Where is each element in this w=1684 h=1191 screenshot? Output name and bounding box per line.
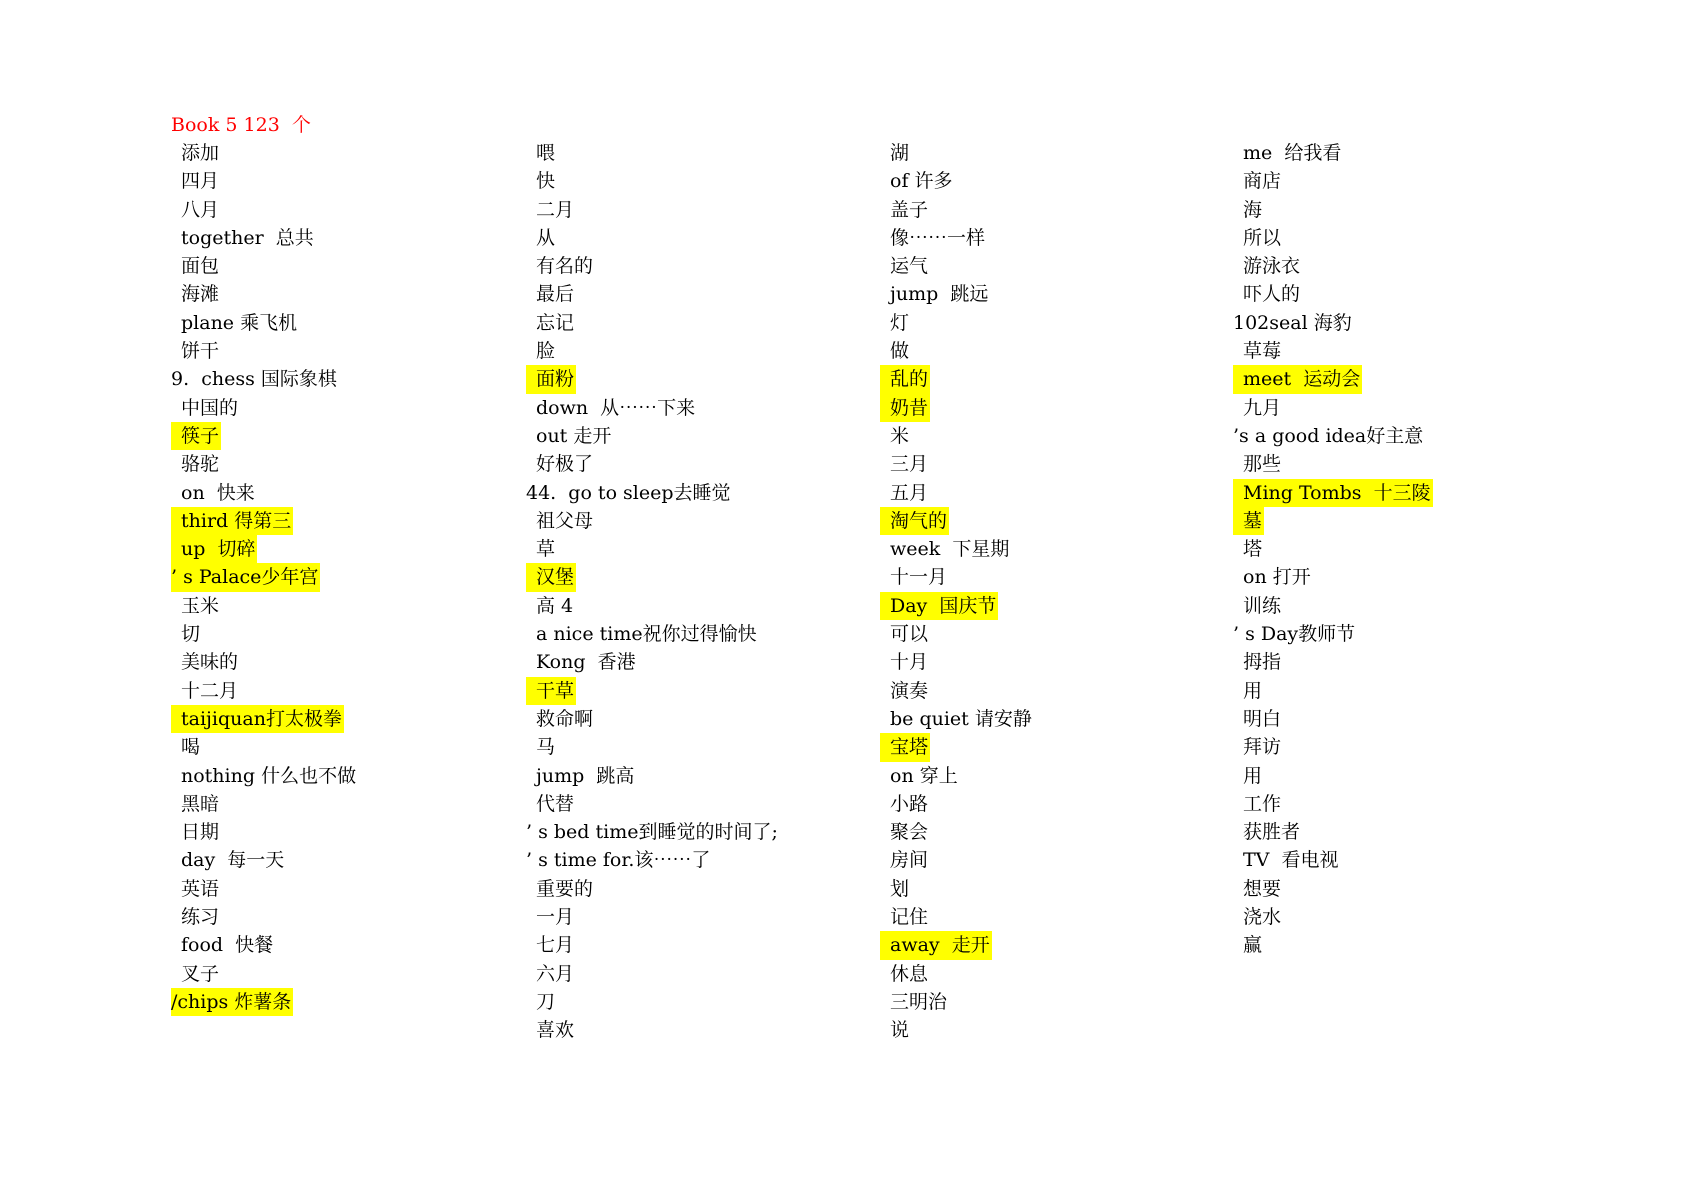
vocab-entry-text: ’s a good idea好主意 [1233, 424, 1424, 447]
vocab-entry [526, 1016, 846, 1044]
vocab-entry-text: TV 看电视 [1243, 849, 1339, 872]
vocab-entry-text: 商店 [1243, 170, 1282, 193]
vocab-entry [171, 818, 491, 846]
vocab-entry-text: 切 [181, 623, 201, 646]
vocab-entry [1233, 309, 1553, 337]
vocab-column-4 [1233, 139, 1553, 960]
vocab-entry [1233, 846, 1553, 874]
vocab-entry-highlighted [171, 563, 491, 591]
vocab-entry-text: 米 [890, 424, 910, 447]
vocab-entry [171, 224, 491, 252]
vocab-entry [526, 224, 846, 252]
vocab-entry-text: 中国的 [181, 396, 239, 419]
vocab-entry [171, 875, 491, 903]
vocab-entry-text: 演奏 [890, 679, 929, 702]
vocab-entry-text: nothing 什么也不做 [181, 764, 357, 787]
vocab-entry-text: 有名的 [536, 255, 594, 278]
vocab-entry [1233, 903, 1553, 931]
vocab-entry-text: 快 [536, 170, 556, 193]
vocab-entry-highlighted [171, 705, 491, 733]
vocab-entry [526, 422, 846, 450]
vocab-entry [1233, 818, 1553, 846]
vocab-entry [171, 677, 491, 705]
vocab-entry-text: on 快来 [181, 481, 255, 504]
vocab-entry-text: 训练 [1243, 594, 1282, 617]
vocab-entry [1233, 762, 1553, 790]
vocab-entry [1233, 224, 1553, 252]
vocab-entry [526, 309, 846, 337]
vocab-entry [526, 818, 846, 846]
vocab-entry [526, 139, 846, 167]
vocab-entry-text: 说 [890, 1019, 910, 1042]
vocab-entry [880, 705, 1200, 733]
vocab-entry-text: together 总共 [181, 226, 314, 249]
vocab-entry [1233, 931, 1553, 959]
vocab-entry [526, 790, 846, 818]
vocab-entry [526, 394, 846, 422]
vocab-entry [1233, 875, 1553, 903]
vocab-column-3 [880, 139, 1200, 1045]
vocab-entry-text: 一月 [536, 906, 575, 929]
vocab-entry-text: down 从⋯⋯下来 [536, 396, 696, 419]
vocab-entry [171, 903, 491, 931]
vocab-entry [880, 988, 1200, 1016]
vocab-entry [1233, 705, 1553, 733]
vocab-entry-text: 拇指 [1243, 651, 1282, 674]
vocab-entry-text: 聚会 [890, 821, 929, 844]
vocab-entry-text: 小路 [890, 792, 929, 815]
vocab-entry [880, 903, 1200, 931]
vocab-entry-text: /chips 炸薯条 [171, 988, 293, 1016]
vocab-entry-text: jump 跳远 [890, 283, 989, 306]
vocab-entry-text: a nice time祝你过得愉快 [536, 623, 757, 646]
vocab-entry [880, 139, 1200, 167]
vocab-entry-highlighted [1233, 479, 1553, 507]
vocab-entry-highlighted [526, 365, 846, 393]
vocab-entry [171, 394, 491, 422]
vocab-entry-text: 黑暗 [181, 792, 220, 815]
vocab-entry-text: 马 [536, 736, 556, 759]
vocab-entry-text: ’ s time for.该⋯⋯了 [526, 849, 711, 872]
vocab-entry [1233, 280, 1553, 308]
vocab-entry [880, 1016, 1200, 1044]
vocab-entry [1233, 592, 1553, 620]
vocab-entry [880, 479, 1200, 507]
vocab-entry [880, 280, 1200, 308]
vocab-entry [1233, 450, 1553, 478]
vocab-entry-text: 吓人的 [1243, 283, 1301, 306]
vocab-entry [880, 224, 1200, 252]
vocab-entry [880, 337, 1200, 365]
vocab-entry [171, 846, 491, 874]
vocab-entry [880, 252, 1200, 280]
vocab-entry-text: 房间 [890, 849, 929, 872]
vocab-entry-text: 面包 [181, 255, 220, 278]
vocab-entry-text: Day 国庆节 [880, 592, 998, 620]
vocab-entry-text: week 下星期 [890, 538, 1010, 561]
vocab-entry-text: 工作 [1243, 792, 1282, 815]
vocab-entry-text: 忘记 [536, 311, 575, 334]
vocab-entry [171, 648, 491, 676]
vocab-entry [1233, 422, 1553, 450]
vocab-entry-text: 运气 [890, 255, 929, 278]
vocab-entry-highlighted [880, 507, 1200, 535]
vocab-entry-text: 划 [890, 877, 910, 900]
vocab-entry [171, 139, 491, 167]
vocab-entry-text: 四月 [181, 170, 220, 193]
vocab-entry-text: 祖父母 [536, 509, 594, 532]
vocab-entry-text: 淘气的 [880, 507, 949, 535]
vocab-entry [526, 252, 846, 280]
vocab-entry [1233, 677, 1553, 705]
vocab-entry-text: 灯 [890, 311, 910, 334]
vocab-entry-text: food 快餐 [181, 934, 274, 957]
vocab-entry-text: 草莓 [1243, 340, 1282, 363]
vocab-entry [1233, 139, 1553, 167]
vocab-entry [171, 790, 491, 818]
vocab-entry-text: 塔 [1243, 538, 1263, 561]
vocab-entry [171, 309, 491, 337]
vocab-entry-text: 102seal 海豹 [1233, 311, 1352, 334]
vocab-entry-text: 游泳衣 [1243, 255, 1301, 278]
vocab-entry-text: day 每一天 [181, 849, 285, 872]
vocab-entry-highlighted [171, 535, 491, 563]
vocab-entry [526, 846, 846, 874]
vocab-entry-text: 宝塔 [880, 733, 930, 761]
vocab-entry [880, 762, 1200, 790]
vocab-entry-text: 刀 [536, 990, 556, 1013]
vocab-entry-highlighted [880, 592, 1200, 620]
vocab-entry [1233, 252, 1553, 280]
vocab-entry [880, 818, 1200, 846]
vocab-entry-text: 海滩 [181, 283, 220, 306]
vocab-entry [526, 762, 846, 790]
vocab-entry [171, 592, 491, 620]
vocab-entry-text: 从 [536, 226, 556, 249]
vocab-entry [880, 875, 1200, 903]
vocab-entry-text: 乱的 [880, 365, 930, 393]
vocab-column-2 [526, 139, 846, 1045]
vocab-entry-text: ’ s Palace少年宫 [171, 563, 320, 591]
vocab-entry [526, 167, 846, 195]
vocab-entry [1233, 167, 1553, 195]
vocab-entry-text: 五月 [890, 481, 929, 504]
vocab-entry-text: 日期 [181, 821, 220, 844]
vocab-entry [1233, 790, 1553, 818]
vocab-entry [526, 479, 846, 507]
vocab-entry [526, 620, 846, 648]
vocab-entry [880, 790, 1200, 818]
vocab-entry-text: meet 运动会 [1233, 365, 1362, 393]
vocab-entry-text: 英语 [181, 877, 220, 900]
vocab-entry-text: 赢 [1243, 934, 1263, 957]
vocab-entry-text: 面粉 [526, 365, 576, 393]
vocab-entry [880, 422, 1200, 450]
vocab-entry-text: 喜欢 [536, 1019, 575, 1042]
vocab-entry [880, 677, 1200, 705]
vocab-entry-text: 添加 [181, 142, 220, 164]
vocab-entry [880, 309, 1200, 337]
vocab-entry [880, 196, 1200, 224]
vocab-entry-text: 脸 [536, 340, 556, 363]
vocab-entry-text: 44. go to sleep去睡觉 [526, 481, 731, 504]
vocab-entry [880, 450, 1200, 478]
vocab-entry-text: away 走开 [880, 931, 992, 959]
vocab-entry-highlighted [880, 394, 1200, 422]
vocab-entry [171, 960, 491, 988]
vocab-entry-text: 十月 [890, 651, 929, 674]
vocab-entry-text: taijiquan打太极拳 [171, 705, 344, 733]
vocab-entry-text: 高 4 [536, 594, 574, 617]
vocab-entry-text: 骆驼 [181, 453, 220, 476]
vocab-entry-text: 三月 [890, 453, 929, 476]
vocab-entry [526, 337, 846, 365]
vocab-entry [526, 535, 846, 563]
vocab-entry [526, 875, 846, 903]
vocab-entry [1233, 733, 1553, 761]
vocab-entry-text: 喂 [536, 142, 556, 164]
vocab-entry-text: 七月 [536, 934, 575, 957]
vocab-entry-text: 救命啊 [536, 707, 594, 730]
vocab-entry-text: 休息 [890, 962, 929, 985]
vocab-entry-text: up 切碎 [171, 535, 257, 563]
vocab-entry-text: 奶昔 [880, 394, 930, 422]
vocab-entry [880, 620, 1200, 648]
vocab-entry-text: 用 [1243, 764, 1263, 787]
vocab-entry [171, 337, 491, 365]
vocab-entry-text: me 给我看 [1243, 142, 1342, 164]
vocab-entry-text: 所以 [1243, 226, 1282, 249]
vocab-entry [171, 450, 491, 478]
vocab-entry [880, 535, 1200, 563]
vocab-entry-highlighted [880, 931, 1200, 959]
vocab-entry [171, 280, 491, 308]
vocab-entry [171, 620, 491, 648]
vocab-entry-text: 饼干 [181, 340, 220, 363]
vocab-entry [526, 592, 846, 620]
vocab-entry-text: 叉子 [181, 962, 220, 985]
vocab-column-1 [171, 139, 491, 1016]
vocab-entry-text: 那些 [1243, 453, 1282, 476]
vocab-entry-highlighted [171, 507, 491, 535]
vocab-entry-text: Kong 香港 [536, 651, 636, 674]
vocab-entry-highlighted [1233, 365, 1553, 393]
vocab-entry [171, 733, 491, 761]
vocab-entry [526, 960, 846, 988]
vocab-entry-text: be quiet 请安静 [890, 707, 1032, 730]
vocab-entry-text: 可以 [890, 623, 929, 646]
vocab-entry-text: 六月 [536, 962, 575, 985]
vocab-entry [171, 479, 491, 507]
vocab-entry-text: 海 [1243, 198, 1263, 221]
vocab-entry-text: 汉堡 [526, 563, 576, 591]
vocab-entry [526, 450, 846, 478]
vocab-entry [1233, 563, 1553, 591]
vocab-entry-text: 像⋯⋯一样 [890, 226, 986, 249]
vocab-entry-text: 筷子 [171, 422, 221, 450]
vocab-entry-text: 想要 [1243, 877, 1282, 900]
vocab-entry-text: 浇水 [1243, 906, 1282, 929]
vocab-entry-text: on 打开 [1243, 566, 1311, 589]
vocab-entry-text: 湖 [890, 142, 910, 164]
vocab-entry-text: out 走开 [536, 424, 612, 447]
vocab-entry [171, 931, 491, 959]
vocab-entry-highlighted [171, 422, 491, 450]
vocab-entry [1233, 196, 1553, 224]
vocab-entry [1233, 648, 1553, 676]
vocab-entry-text: 练习 [181, 906, 220, 929]
vocab-entry [526, 988, 846, 1016]
vocab-entry [526, 507, 846, 535]
vocab-entry [526, 196, 846, 224]
vocab-entry-text: of 许多 [890, 170, 953, 193]
vocab-entry-text: 十一月 [890, 566, 948, 589]
vocab-entry-text: 拜访 [1243, 736, 1282, 759]
vocab-entry [880, 648, 1200, 676]
vocab-entry-text: 干草 [526, 677, 576, 705]
vocab-entry-text: 记住 [890, 906, 929, 929]
vocab-entry [880, 960, 1200, 988]
vocab-entry-highlighted [526, 677, 846, 705]
vocab-entry-text: 八月 [181, 198, 220, 221]
vocab-entry-highlighted [171, 988, 491, 1016]
vocab-entry [1233, 394, 1553, 422]
vocab-entry [171, 167, 491, 195]
vocab-entry-text: 草 [536, 538, 556, 561]
vocab-entry-text: 三明治 [890, 990, 948, 1013]
book-title: Book 5 123 个 [171, 114, 311, 136]
vocab-entry [171, 196, 491, 224]
vocab-entry-text: 做 [890, 340, 910, 363]
vocab-entry-text: third 得第三 [171, 507, 293, 535]
vocab-entry [1233, 620, 1553, 648]
vocab-entry [171, 252, 491, 280]
vocab-entry [526, 931, 846, 959]
vocab-entry-text: 十二月 [181, 679, 239, 702]
vocab-entry-text: plane 乘飞机 [181, 311, 298, 334]
vocab-entry-text: jump 跳高 [536, 764, 635, 787]
vocab-entry-text: 重要的 [536, 877, 594, 900]
vocab-entry [171, 762, 491, 790]
vocab-entry [526, 733, 846, 761]
vocab-entry-highlighted [1233, 507, 1553, 535]
vocab-entry-text: ’ s bed time到睡觉的时间了; [526, 821, 778, 844]
vocab-entry [880, 167, 1200, 195]
vocab-entry-text: 9. chess 国际象棋 [171, 368, 337, 391]
vocab-entry [526, 903, 846, 931]
vocab-entry-highlighted [880, 733, 1200, 761]
vocab-entry-text: 九月 [1243, 396, 1282, 419]
vocab-entry [171, 365, 491, 393]
vocab-entry [1233, 535, 1553, 563]
vocab-entry-text: 代替 [536, 792, 575, 815]
vocab-entry-highlighted [526, 563, 846, 591]
vocab-entry-text: 玉米 [181, 594, 220, 617]
vocab-entry-text: on 穿上 [890, 764, 958, 787]
vocab-entry-text: ’ s Day教师节 [1233, 623, 1356, 646]
vocab-entry-text: Ming Tombs 十三陵 [1233, 479, 1433, 507]
vocab-entry [1233, 337, 1553, 365]
vocab-entry-text: 明白 [1243, 707, 1282, 730]
vocab-entry-text: 好极了 [536, 453, 594, 476]
vocab-entry-text: 美味的 [181, 651, 239, 674]
vocab-entry-text: 二月 [536, 198, 575, 221]
vocab-entry-highlighted [880, 365, 1200, 393]
vocab-entry [880, 563, 1200, 591]
vocab-entry-text: 获胜者 [1243, 821, 1301, 844]
vocab-entry [526, 648, 846, 676]
vocab-entry-text: 最后 [536, 283, 575, 306]
vocab-entry-text: 盖子 [890, 198, 929, 221]
vocab-entry-text: 喝 [181, 736, 201, 759]
vocab-entry [880, 846, 1200, 874]
vocab-entry [526, 280, 846, 308]
vocab-entry-text: 墓 [1233, 507, 1264, 535]
vocab-entry [526, 705, 846, 733]
vocab-entry-text: 用 [1243, 679, 1263, 702]
